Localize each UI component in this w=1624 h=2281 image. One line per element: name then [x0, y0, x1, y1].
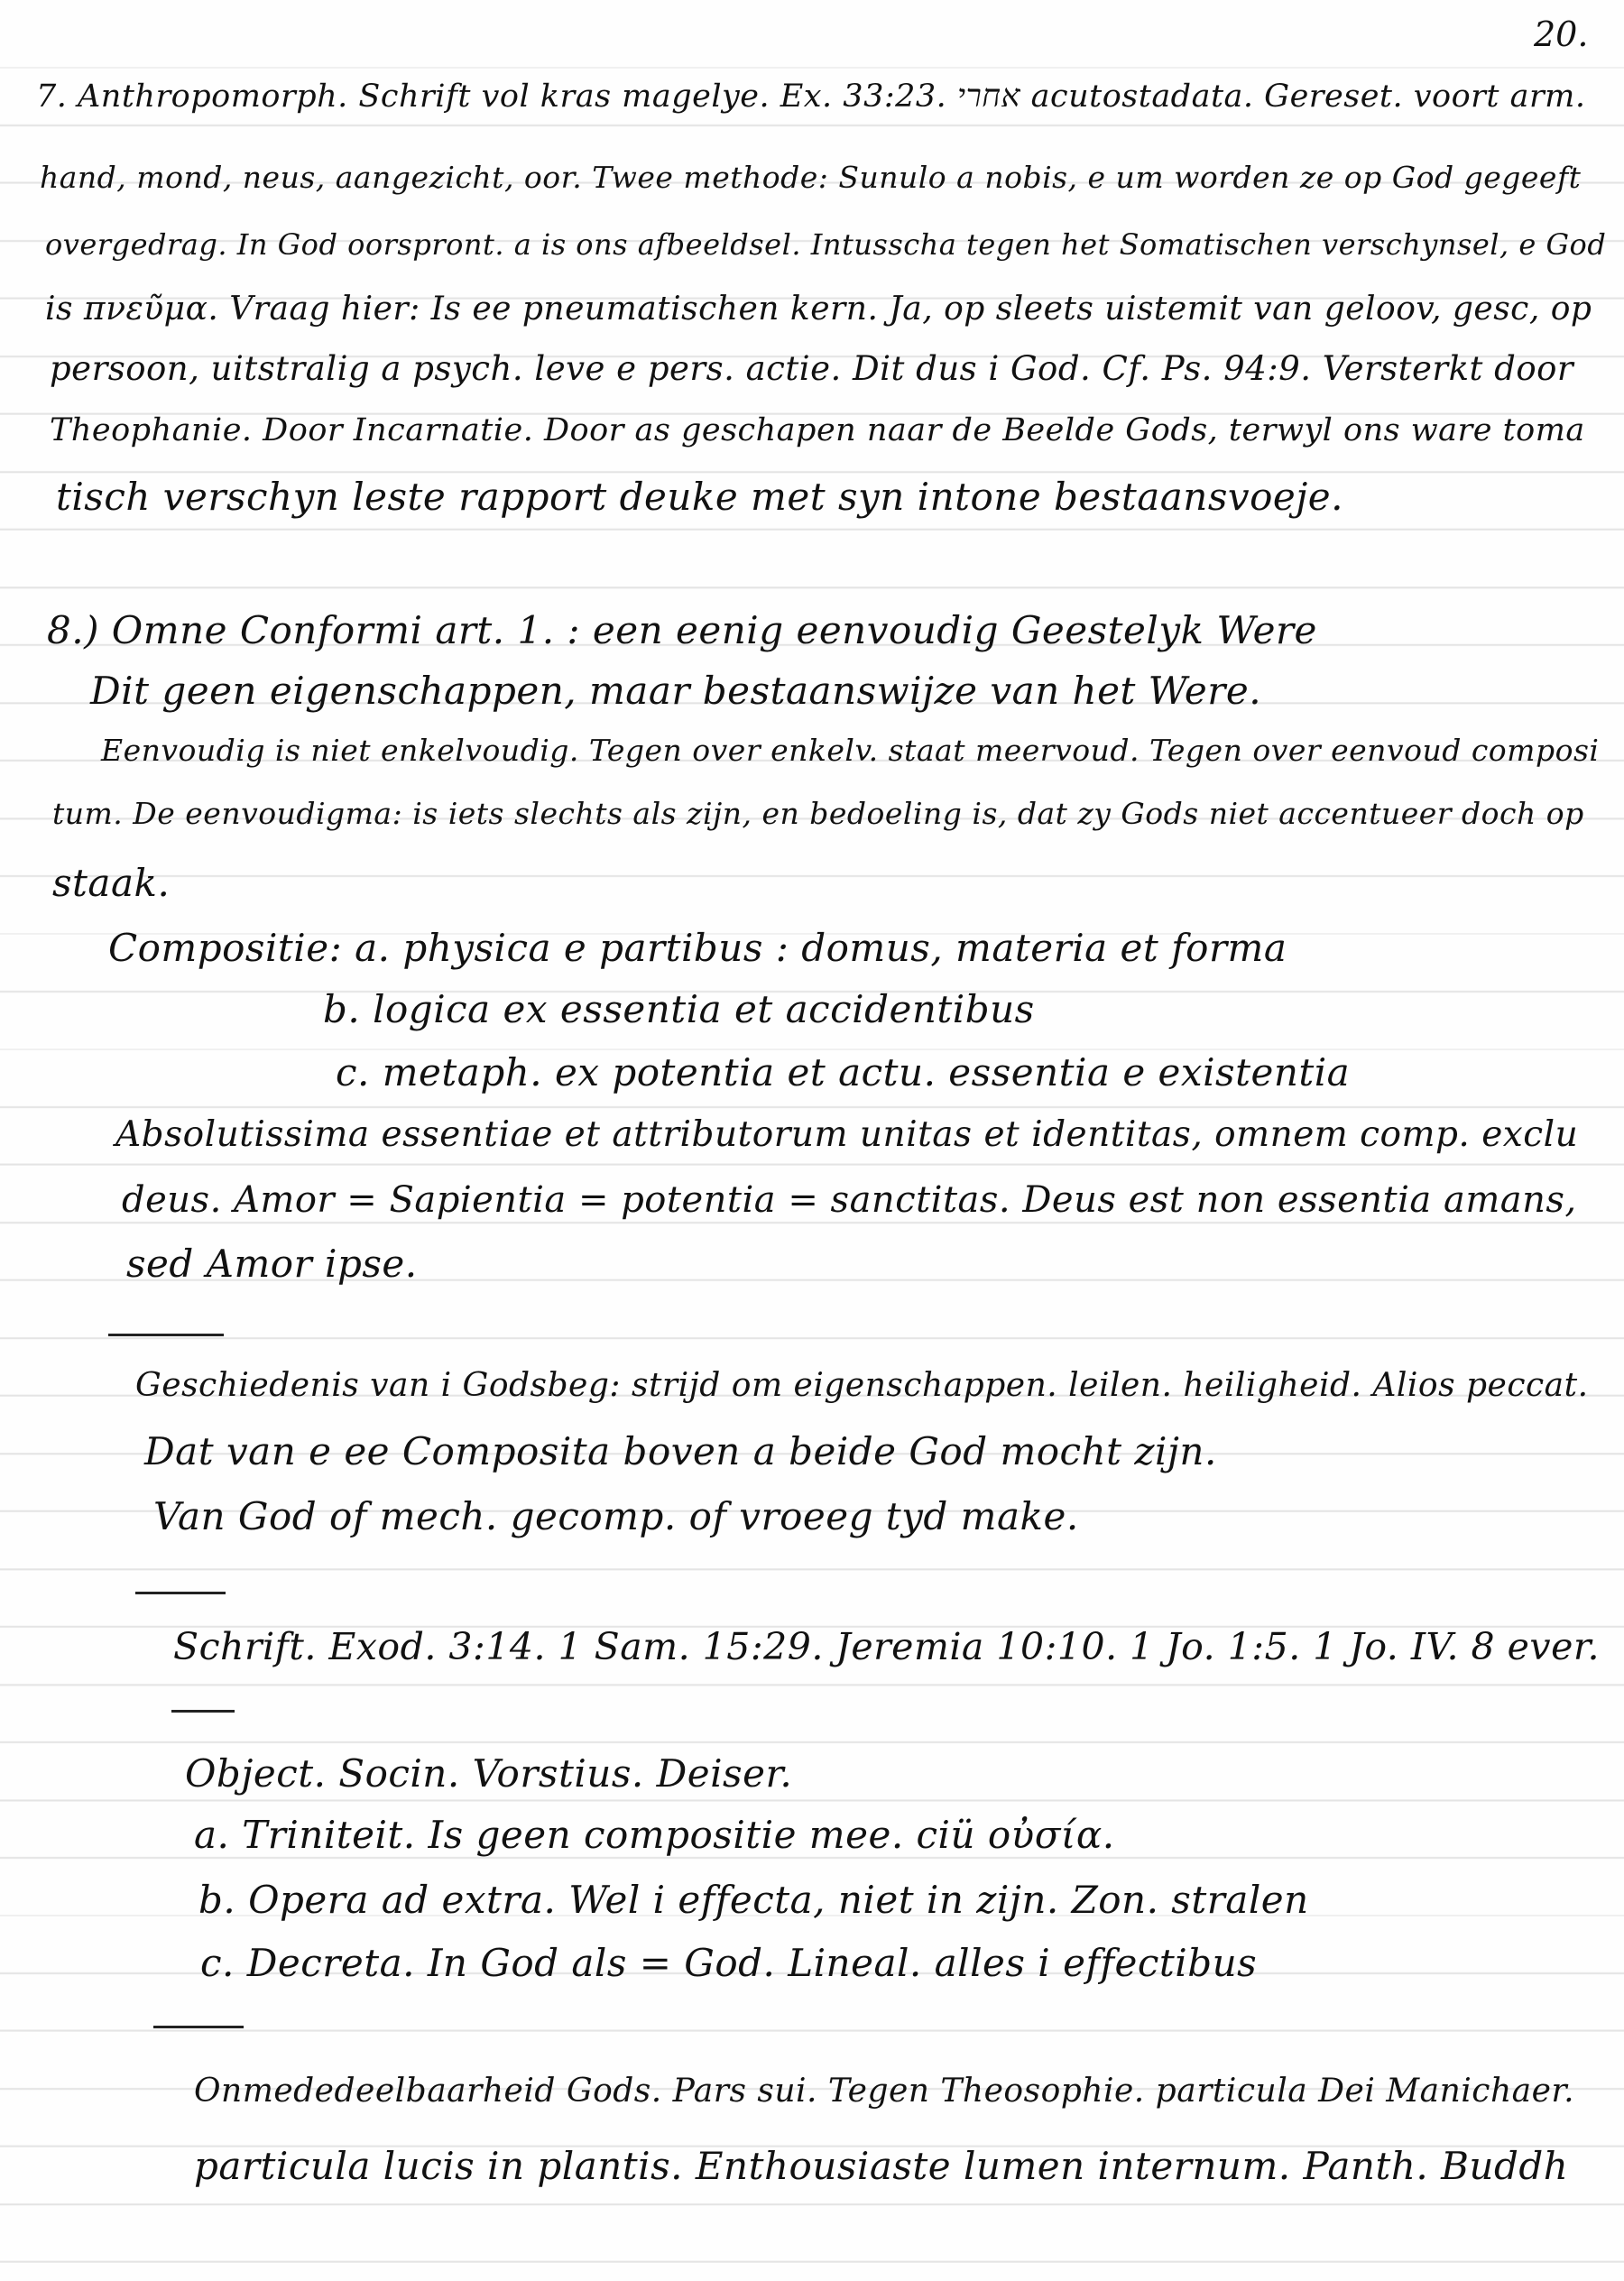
- divider: [171, 1710, 235, 1713]
- text-line: Onmededeelbaarheid Gods. Pars sui. Tegen Theosophie. particula Dei Manichaer.: [194, 2073, 1575, 2110]
- text-line: staak.: [52, 861, 171, 905]
- text-line: particula lucis in plantis. Enthousiaste lumen internum. Panth. Buddh: [194, 2144, 1569, 2188]
- composition-a: Compositie: a. physica e partibus : domus, materia et forma: [108, 926, 1287, 970]
- composition-c: c. metaph. ex potentia et actu. essentia e existentia: [336, 1050, 1351, 1094]
- text-line: Van God of mech. gecomp. of vroeeg tyd make.: [153, 1494, 1079, 1538]
- composition-b: b. logica ex essentia et accidentibus: [323, 987, 1035, 1031]
- page-number: 20.: [1534, 14, 1589, 54]
- text-line: hand, mond, neus, aangezicht, oor. Twee methode: Sunulo a nobis, e um worden ze op God gegeeft: [40, 160, 1582, 195]
- text-line: persoon, uitstralig a psych. leve e pers. actie. Dit dus i God. Cf. Ps. 94:9. Versterkt door: [50, 349, 1574, 388]
- text-line: overgedrag. In God oorspront. a is ons afbeeldsel. Intusscha tegen het Somatischen verschynsel, e God: [45, 227, 1607, 262]
- text-line: tisch verschyn leste rapport deuke met syn intone bestaansvoeje.: [56, 475, 1344, 519]
- text-line: 7. Anthropomorph. Schrift vol kras magelye. Ex. 33:23. אחרי acutostadata. Gereset. voort arm.: [36, 78, 1586, 115]
- text-line: deus. Amor = Sapientia = potentia = sanctitas. Deus est non essentia amans,: [122, 1179, 1577, 1221]
- text-line: Dit geen eigenschappen, maar bestaanswijze van het Were.: [90, 669, 1262, 713]
- divider: [153, 2026, 244, 2028]
- text-line: c. Decreta. In God als = God. Lineal. alles i effectibus: [200, 1941, 1258, 1985]
- text-line: a. Triniteit. Is geen compositie mee. ciü οὐσία.: [194, 1813, 1115, 1857]
- text-line: Eenvoudig is niet enkelvoudig. Tegen over enkelv. staat meervoud. Tegen over eenvoud composi: [101, 733, 1600, 768]
- divider: [108, 1334, 224, 1336]
- text-line: Geschiedenis van i Godsbeg: strijd om eigenschappen. leilen. heiligheid. Alios peccat.: [135, 1367, 1589, 1404]
- scripture-references: Schrift. Exod. 3:14. 1 Sam. 15:29. Jeremia 10:10. 1 Jo. 1:5. 1 Jo. IV. 8 ever.: [173, 1625, 1600, 1668]
- section-heading: 8.) Omne Conformi art. 1. : een eenig eenvoudig Geestelyk Were: [47, 608, 1317, 652]
- text-line: Absolutissima essentiae et attributorum unitas et identitas, omnem comp. exclu: [115, 1114, 1579, 1155]
- text-line: sed Amor ipse.: [126, 1242, 418, 1286]
- text-line: Theophanie. Door Incarnatie. Door as geschapen naar de Beelde Gods, terwyl ons ware toma: [50, 412, 1585, 448]
- text-line: is πνεῦμα. Vraag hier: Is ee pneumatischen kern. Ja, op sleets uistemit van geloov, gesc, op: [45, 291, 1592, 328]
- text-line: b. Opera ad extra. Wel i effecta, niet in zijn. Zon. stralen: [198, 1878, 1309, 1922]
- text-line: Dat van e ee Composita boven a beide God mocht zijn.: [144, 1429, 1217, 1473]
- section-heading: Object. Socin. Vorstius. Deiser.: [185, 1751, 793, 1796]
- text-line: tum. De eenvoudigma: is iets slechts als zijn, en bedoeling is, dat zy Gods niet accentueer doch op: [52, 796, 1584, 831]
- divider: [135, 1592, 226, 1594]
